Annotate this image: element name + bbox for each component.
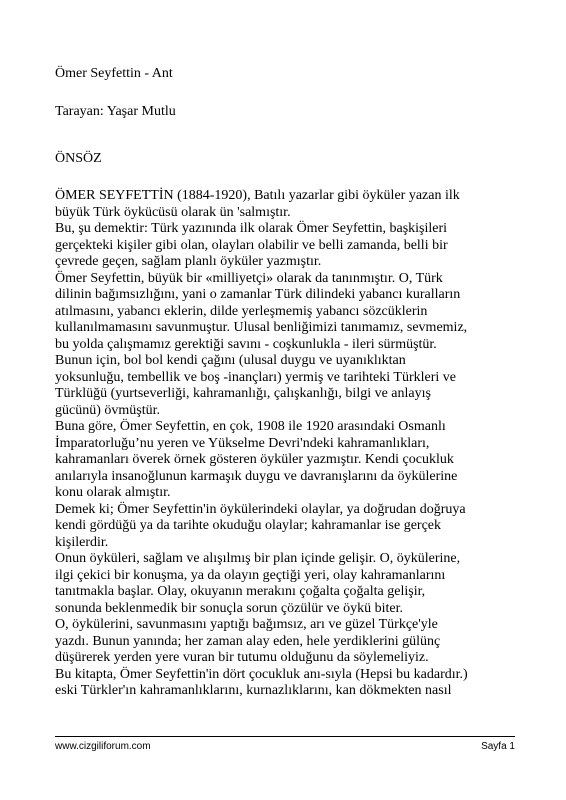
text-line: Bu kitapta, Ömer Seyfettin'in dört çocukluk anı-sıyla (Hepsi bu kadardır.) (55, 666, 468, 682)
text-line: yoksunluğu, tembellik ve boş -inançları) yermiş ve tarihteki Türkleri ve (55, 369, 456, 385)
text-line: Bu, şu demektir: Türk yazınında ilk olarak Ömer Seyfettin, başkişileri (55, 221, 448, 236)
text-line: ilgi çekici bir konuşma, ya da olayın geçtiği yeri, olay kahramanlarını (55, 567, 446, 583)
text-line: kullanılmamasını savunmuştur. Ulusal benliğimizi tanımamız, sevmemiz, (55, 320, 468, 335)
text-line: Demek ki; Ömer Seyfettin'in öykülerindeki olaylar, ya doğrudan doğruya (55, 501, 466, 517)
text-line: Buna göre, Ömer Seyfettin, en çok, 1908 ile 1920 arasındaki Osmanlı (55, 419, 446, 434)
text-line: düşürerek yerden yere vuran bir tutumu olduğunu da söylemeliyiz. (55, 650, 429, 665)
text-line: sonunda beklenmedik bir sonuçla sorun çözülür ve öykü biter. (55, 600, 403, 616)
text-line: ÖMER SEYFETTİN (1884-1920), Batılı yazarlar gibi öyküler yazan ilk (55, 188, 460, 203)
text-line: atılmasını, yabancı eklerin, dilde yerleşmemiş yabancı sözcüklerin (55, 303, 428, 319)
text-line: Ömer Seyfettin, büyük bir «milliyetçi» olarak da tanınmıştır. O, Türk (55, 270, 443, 286)
text-line: anılarıyla insanoğlunun karmaşık duygu ve davranışlarını da öykülerine (55, 468, 458, 484)
text-line: yazdı. Bunun yanında; her zaman alay eden, hele yerdiklerini gülünç (55, 633, 441, 649)
footer-divider (55, 736, 515, 737)
body-text (55, 188, 525, 700)
text-line: tanıtmakla başlar. Olay, okuyanın merakını çoğalta çoğalta gelişir, (55, 584, 426, 599)
text-line: gerçekteki kişiler gibi olan, olayları olabilir ve belli zamanda, belli bir (55, 237, 448, 253)
text-line: eski Türkler'ın kahramanlıklarını, kurnazlıklarını, kan dökmekten nasıl (55, 683, 452, 698)
text-line: büyük Türk öykücüsü olarak ün 'salmıştır. (55, 204, 291, 220)
text-line: çevrede geçen, sağlam planlı öyküler yazmıştır. (55, 254, 322, 269)
scanner-credit: Tarayan: Yaşar Mutlu (55, 104, 176, 119)
page-number: Sayfa 1 (481, 741, 515, 752)
text-line: O, öykülerini, savunmasını yaptığı bağımsız, arı ve güzel Türkçe'yle (55, 617, 438, 632)
document-title: Ömer Seyfettin - Ant (55, 66, 173, 81)
text-line: gücünü) övmüştür. (55, 402, 160, 418)
text-line: Bunun için, bol bol kendi çağını (ulusal duygu ve uyanıklıktan (55, 353, 406, 368)
text-line: konu olarak almıştır. (55, 485, 171, 500)
text-line: dilinin bağımsızlığını, yani o zamanlar Türk dilindeki yabancı kuralların (55, 287, 461, 302)
text-line: bu yolda çalışmamız gerektiği savını - coşkunlukla - ileri sürmüştür. (55, 336, 437, 352)
section-heading: ÖNSÖZ (55, 151, 102, 166)
footer-website-link[interactable]: www.cizgiliforum.com (55, 741, 151, 752)
text-line: kişilerdir. (55, 534, 109, 550)
text-line: kendi gördüğü ya da tarihte okuduğu olaylar; kahramanlar ise gerçek (55, 518, 442, 533)
text-line: Onun öyküleri, sağlam ve alışılmış bir plan içinde gelişir. O, öykülerine, (55, 551, 461, 566)
text-line: İmparatorluğu’nu yeren ve Yükselme Devri'ndeki kahramanlıkları, (55, 435, 430, 451)
text-line: kahramanları överek örnek gösteren öyküler yazmıştır. Kendi çocukluk (55, 452, 454, 467)
text-line: Türklüğü (yurtseverliği, kahramanlığı, çalışkanlığı, bilgi ve anlayış (55, 386, 431, 401)
